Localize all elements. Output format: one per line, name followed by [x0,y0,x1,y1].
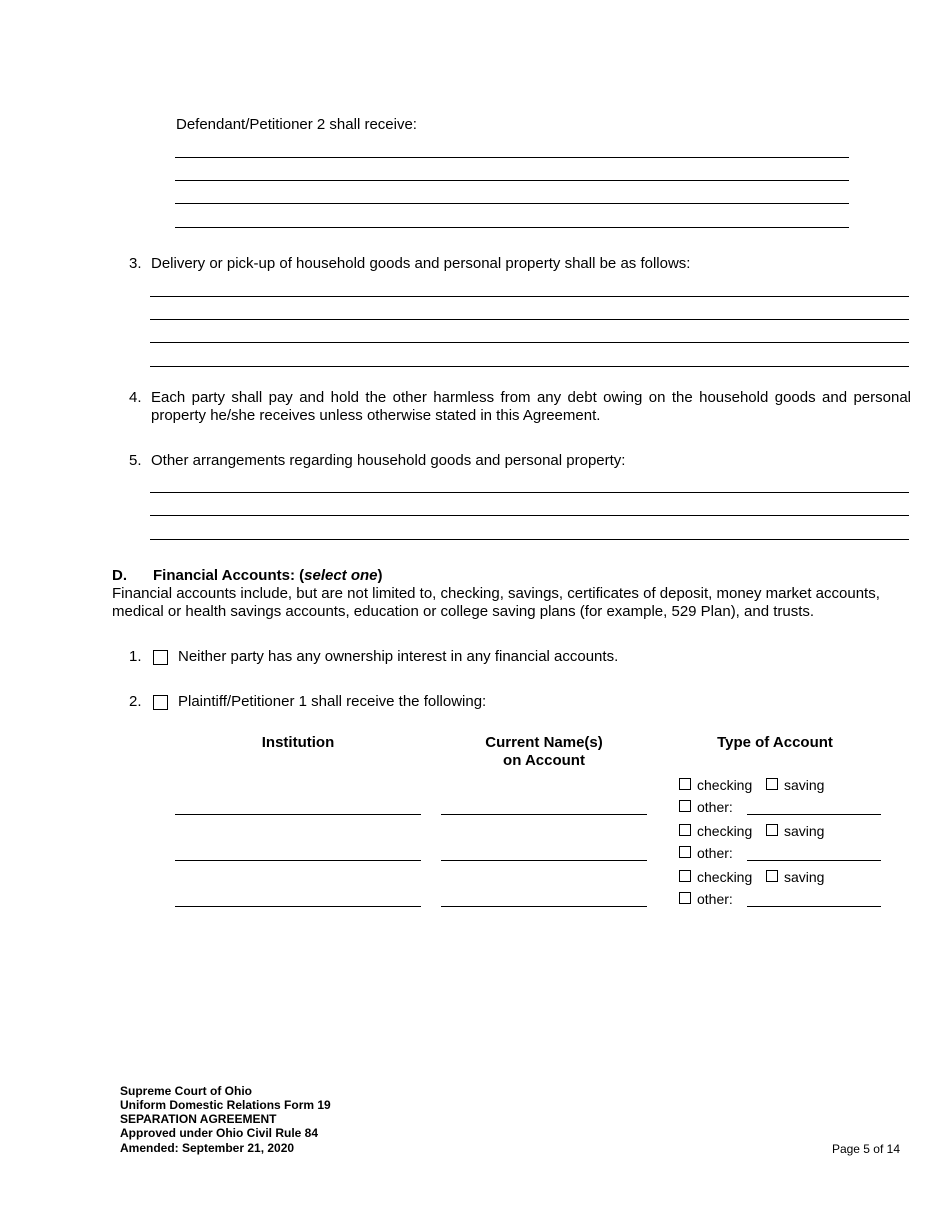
item3-line-3[interactable] [150,342,909,343]
row2-checking-label: checking [697,823,753,839]
item4-number: 4. [129,389,142,406]
section-d-intro: Financial accounts include, but are not limited to, checking, savings, certificates of deposit, money market accounts, medical or health savings accounts, education or college saving plans (for example, 529 Plan), and trusts. [112,585,880,620]
row2-other-label: other: [697,845,733,861]
item4-text: Each party shall pay and hold the other harmless from any debt owing on the household goods and personal property he/she receives unless otherwise stated in this Agreement. [151,389,911,424]
section-d-title-close: ) [377,567,383,584]
row3-names-line[interactable] [441,906,647,907]
item3-text: Delivery or pick-up of household goods and personal property shall be as follows: [151,255,691,272]
row1-institution-line[interactable] [175,814,421,815]
row2-other-line[interactable] [747,860,881,861]
footer-title: SEPARATION AGREEMENT [120,1112,277,1126]
item5-line-2[interactable] [150,515,909,516]
header-current-names-2: on Account [503,752,585,769]
row3-saving-label: saving [784,869,825,885]
page-number: Page 5 of 14 [831,1142,900,1156]
option2-number: 2. [129,693,142,710]
section-d-title-text: Financial Accounts: ( [153,567,305,584]
row1-saving-label: saving [784,777,825,793]
option1-text: Neither party has any ownership interest in any financial accounts. [178,648,619,665]
row2-saving-label: saving [784,823,825,839]
option2-text: Plaintiff/Petitioner 1 shall receive the following: [178,693,487,710]
defendant-receive-line-3[interactable] [175,203,849,204]
item3-line-4[interactable] [150,366,909,367]
row2-saving-checkbox[interactable] [766,824,778,836]
row3-checking-label: checking [697,869,753,885]
row2-institution-line[interactable] [175,860,421,861]
row3-checking-checkbox[interactable] [679,870,691,882]
defendant-receive-label: Defendant/Petitioner 2 shall receive: [176,116,417,133]
row3-other-line[interactable] [747,906,881,907]
row1-saving-checkbox[interactable] [766,778,778,790]
section-d-title [153,567,383,585]
defendant-receive-line-1[interactable] [175,157,849,158]
item3-line-2[interactable] [150,319,909,320]
defendant-receive-line-2[interactable] [175,180,849,181]
item5-line-3[interactable] [150,539,909,540]
row1-other-line[interactable] [747,814,881,815]
footer-form: Uniform Domestic Relations Form 19 [120,1098,331,1112]
header-type-of-account: Type of Account [717,734,833,751]
item5-text: Other arrangements regarding household goods and personal property: [151,452,626,469]
option1-checkbox[interactable] [153,650,168,665]
row2-other-checkbox[interactable] [679,846,691,858]
row1-checking-label: checking [697,777,753,793]
option1-number: 1. [129,648,142,665]
item5-line-1[interactable] [150,492,909,493]
row1-other-label: other: [697,799,733,815]
row3-other-checkbox[interactable] [679,892,691,904]
section-d-title-emph: select one [304,567,378,584]
row1-other-checkbox[interactable] [679,800,691,812]
item5-number: 5. [129,452,142,469]
defendant-receive-line-4[interactable] [175,227,849,228]
row1-names-line[interactable] [441,814,647,815]
row2-names-line[interactable] [441,860,647,861]
footer-approved: Approved under Ohio Civil Rule 84 [120,1126,319,1140]
item3-line-1[interactable] [150,296,909,297]
item3-number: 3. [129,255,142,272]
row3-institution-line[interactable] [175,906,421,907]
footer-amended: Amended: September 21, 2020 [120,1141,295,1155]
row3-other-label: other: [697,891,733,907]
row3-saving-checkbox[interactable] [766,870,778,882]
header-institution: Institution [261,734,335,751]
section-d-letter: D. [112,567,127,584]
row1-checking-checkbox[interactable] [679,778,691,790]
header-current-names-1: Current Name(s) [485,734,603,751]
option2-checkbox[interactable] [153,695,168,710]
row2-checking-checkbox[interactable] [679,824,691,836]
footer-court: Supreme Court of Ohio [120,1084,252,1098]
